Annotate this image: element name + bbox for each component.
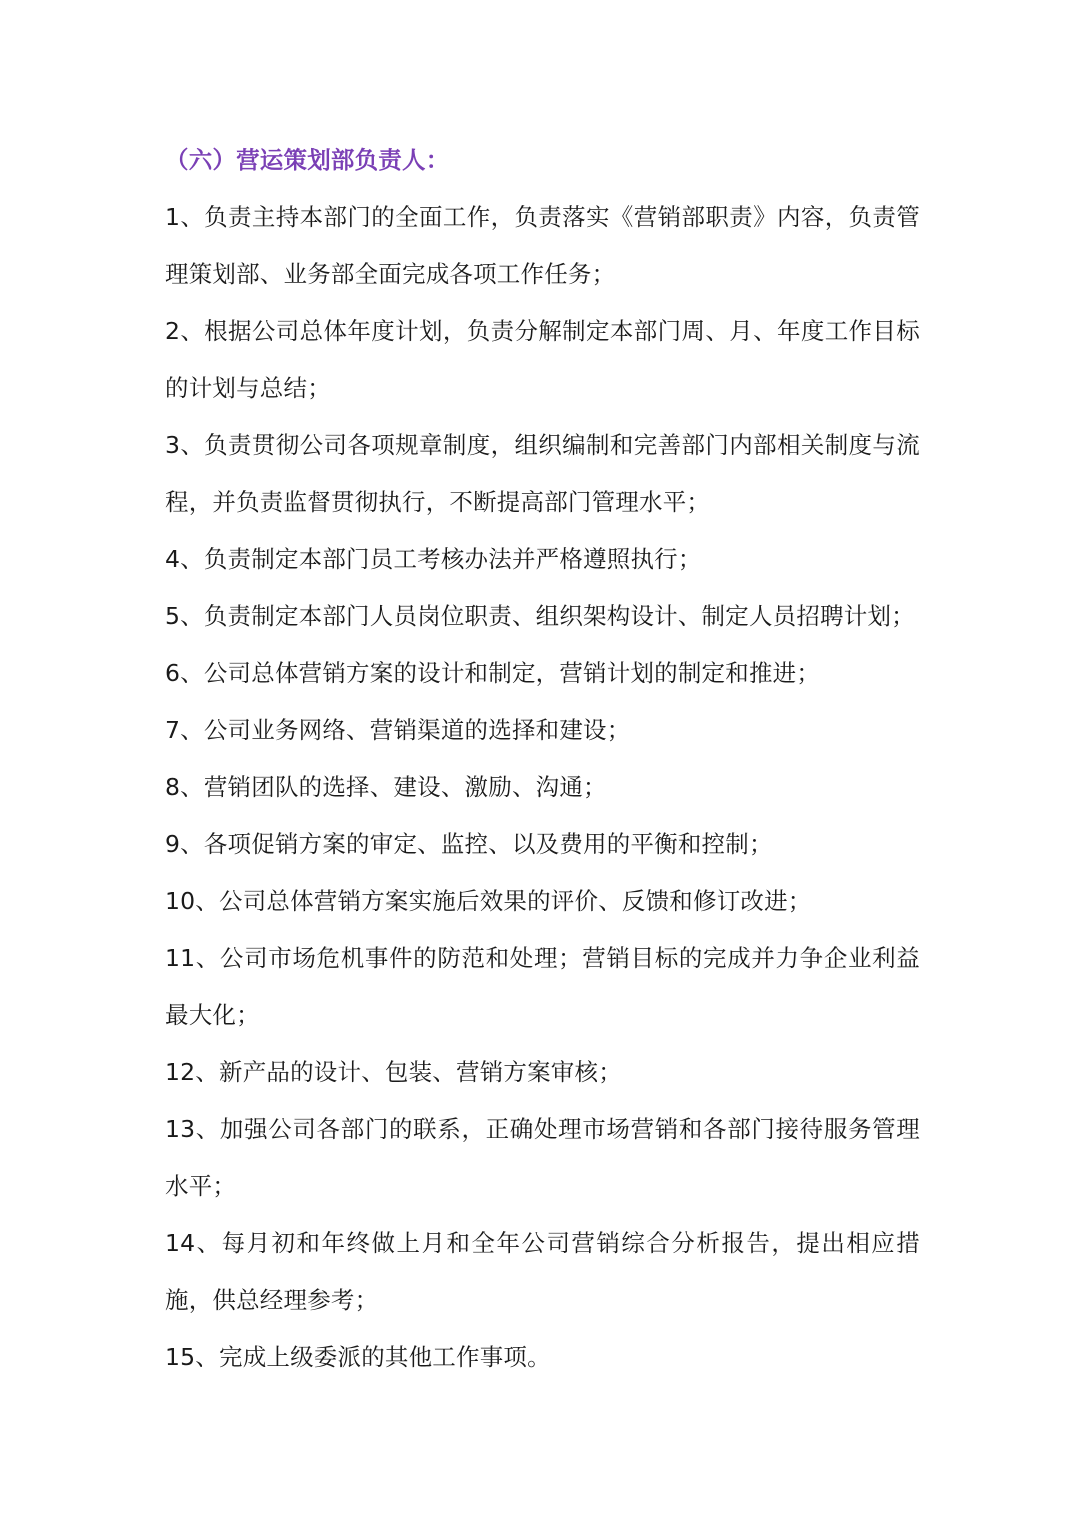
list-item: 5、负责制定本部门人员岗位职责、组织架构设计、制定人员招聘计划； — [165, 602, 915, 630]
list-item: 7、公司业务网络、营销渠道的选择和建设； — [165, 716, 631, 744]
list-item: 6、公司总体营销方案的设计和制定，营销计划的制定和推进； — [165, 659, 821, 687]
document-content — [165, 132, 920, 1386]
section-heading: （六）营运策划部负责人： — [165, 146, 450, 174]
list-item: 4、负责制定本部门员工考核办法并严格遵照执行； — [165, 545, 702, 573]
list-item: 15、完成上级委派的其他工作事项。 — [165, 1343, 551, 1371]
list-item: 13、加强公司各部门的联系，正确处理市场营销和各部门接待服务管理水平； — [165, 1115, 920, 1200]
list-item: 10、公司总体营销方案实施后效果的评价、反馈和修订改进； — [165, 887, 812, 915]
list-item: 9、各项促销方案的审定、监控、以及费用的平衡和控制； — [165, 830, 773, 858]
list-item: 12、新产品的设计、包装、营销方案审核； — [165, 1058, 622, 1086]
list-item: 8、营销团队的选择、建设、激励、沟通； — [165, 773, 607, 801]
list-item: 3、负责贯彻公司各项规章制度，组织编制和完善部门内部相关制度与流程，并负责监督贯彻执行，不断提高部门管理水平； — [165, 431, 920, 516]
list-item: 1、负责主持本部门的全面工作，负责落实《营销部职责》内容，负责管理策划部、业务部全面完成各项工作任务； — [165, 203, 920, 288]
list-item: 11、公司市场危机事件的防范和处理；营销目标的完成并力争企业利益最大化； — [165, 944, 920, 1029]
list-item: 14、每月初和年终做上月和全年公司营销综合分析报告，提出相应措施，供总经理参考； — [165, 1229, 920, 1314]
duty-list — [165, 189, 920, 1386]
list-item: 2、根据公司总体年度计划，负责分解制定本部门周、月、年度工作目标的计划与总结； — [165, 317, 920, 402]
